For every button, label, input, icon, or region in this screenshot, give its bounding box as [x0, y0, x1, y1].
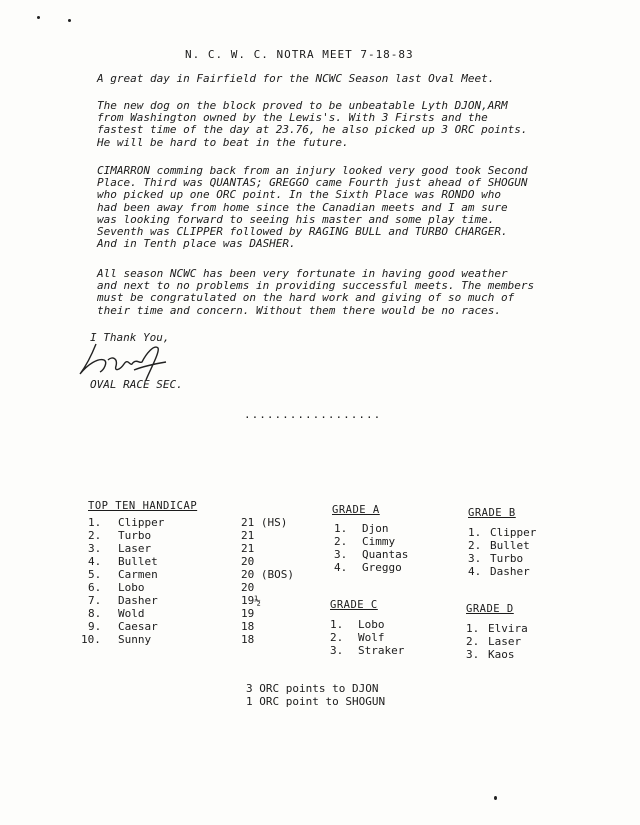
paragraph-line: All season NCWC has been very fortunate in having good weather	[97, 267, 508, 280]
dog-name: Kaos	[488, 648, 515, 661]
orc-points-line: 3 ORC points to DJON	[246, 682, 379, 695]
dog-name: Clipper	[490, 526, 537, 539]
handicap-value: 20	[241, 581, 255, 594]
dog-name: Turbo	[490, 552, 524, 565]
handicap-value: 21	[241, 542, 255, 555]
handicap-value: 19	[241, 607, 255, 620]
paragraph-line: and next to no problems in providing successful meets. The members	[97, 279, 535, 293]
grade-b-heading: GRADE B	[468, 507, 516, 519]
dog-name: Cimmy	[362, 535, 396, 548]
dog-name: Elvira	[488, 622, 528, 635]
handicap-value: 20 (BOS)	[241, 568, 294, 581]
handicap-value: 18	[241, 633, 255, 646]
row-number: 1.	[466, 622, 480, 635]
dog-name: Wolf	[358, 631, 385, 644]
row-number: 3.	[88, 542, 102, 555]
paragraph-line: their time and concern. Without them there would be no races.	[97, 303, 501, 317]
dog-name: Laser	[488, 635, 522, 648]
row-number: 2.	[330, 631, 344, 644]
row-number: 1.	[330, 618, 344, 631]
dog-name: Bullet	[118, 555, 158, 568]
grade-a-heading: GRADE A	[332, 504, 380, 516]
row-number: 3.	[330, 644, 344, 657]
intro-line: A great day in Fairfield for the NCWC Season last Oval Meet.	[97, 72, 495, 85]
row-number: 7.	[88, 594, 102, 607]
paragraph-3	[97, 268, 597, 317]
row-number: 9.	[88, 620, 102, 633]
paragraph-line: He will be hard to beat in the future.	[97, 135, 349, 149]
row-number: 3.	[468, 552, 482, 565]
handicap-value: 18	[241, 620, 255, 633]
scan-speck	[37, 16, 40, 19]
handicap-heading: TOP TEN HANDICAP	[88, 500, 198, 512]
paragraph-line: was looking forward to seeing his master and some play time.	[97, 212, 495, 226]
orc-points-line: 1 ORC point to SHOGUN	[246, 695, 386, 708]
paragraph-line: must be congratulated on the hard work and giving of so much of	[97, 291, 515, 305]
dog-name: Lobo	[358, 618, 385, 631]
dog-name: Dasher	[118, 594, 158, 607]
row-number: 8.	[88, 607, 102, 620]
dog-name: Sunny	[118, 633, 152, 646]
paragraph-line: who picked up one ORC point. In the Sixth Place was RONDO who	[97, 188, 501, 202]
row-number: 4.	[468, 565, 482, 578]
row-number: 6.	[88, 581, 102, 594]
closing-line: I Thank You,	[90, 331, 170, 344]
dog-name: Djon	[362, 522, 389, 535]
dog-name: Dasher	[490, 565, 530, 578]
paragraph-line: had been away from home since the Canadian meets and I am sure	[97, 200, 508, 214]
dog-name: Caesar	[118, 620, 158, 633]
scan-speck	[494, 796, 497, 800]
row-number: 10.	[81, 633, 101, 646]
scan-speck	[68, 19, 71, 22]
dog-name: Bullet	[490, 539, 530, 552]
paragraph-line: And in Tenth place was DASHER.	[97, 237, 296, 251]
paragraph-line: fastest time of the day at 23.76, he also picked up 3 ORC points.	[97, 123, 528, 137]
handicap-value: 19½	[241, 594, 261, 607]
divider-dots: ..................	[244, 408, 382, 421]
handicap-value: 21 (HS)	[241, 516, 288, 529]
dog-name: Wold	[118, 607, 145, 620]
row-number: 2.	[468, 539, 482, 552]
paragraph-line: from Washington owned by the Lewis's. With 3 Firsts and the	[97, 111, 488, 125]
handicap-value: 21	[241, 529, 255, 542]
paragraph-1	[97, 100, 597, 149]
dog-name: Turbo	[118, 529, 152, 542]
row-number: 2.	[466, 635, 480, 648]
dog-name: Laser	[118, 542, 152, 555]
row-number: 3.	[334, 548, 348, 561]
row-number: 3.	[466, 648, 480, 661]
row-number: 1.	[88, 516, 102, 529]
row-number: 2.	[88, 529, 102, 542]
paragraph-2	[97, 165, 597, 250]
row-number: 4.	[334, 561, 348, 574]
paragraph-line: CIMARRON comming back from an injury looked very good took Second	[97, 164, 528, 177]
paragraph-line: Place. Third was QUANTAS; GREGGO came Fourth just ahead of SHOGUN	[97, 176, 528, 190]
dog-name: Quantas	[362, 548, 409, 561]
row-number: 4.	[88, 555, 102, 568]
row-number: 1.	[334, 522, 348, 535]
dog-name: Greggo	[362, 561, 402, 574]
page-title: N. C. W. C. NOTRA MEET 7-18-83	[185, 48, 414, 61]
row-number: 2.	[334, 535, 348, 548]
dog-name: Straker	[358, 644, 405, 657]
row-number: 5.	[88, 568, 102, 581]
grade-d-heading: GRADE D	[466, 603, 514, 615]
row-number: 1.	[468, 526, 482, 539]
dog-name: Clipper	[118, 516, 165, 529]
paragraph-line: The new dog on the block proved to be unbeatable Lyth DJON,ARM	[97, 99, 508, 112]
grade-c-heading: GRADE C	[330, 599, 378, 611]
dog-name: Carmen	[118, 568, 158, 581]
handicap-value: 20	[241, 555, 255, 568]
dog-name: Lobo	[118, 581, 145, 594]
signoff-title: OVAL RACE SEC.	[90, 378, 183, 391]
paragraph-line: Seventh was CLIPPER followed by RAGING BULL and TURBO CHARGER.	[97, 225, 508, 239]
